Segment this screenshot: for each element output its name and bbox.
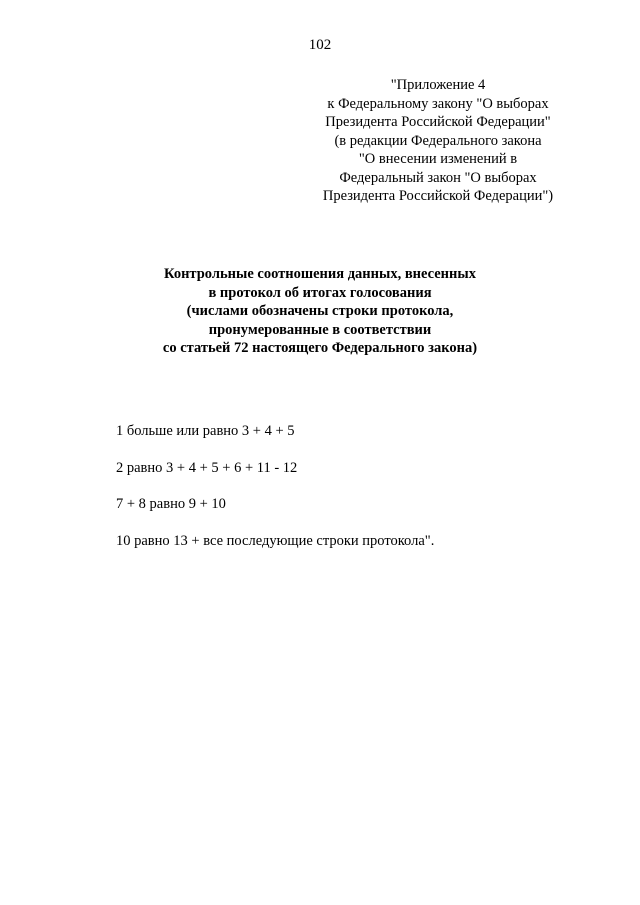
- document-title: [100, 265, 540, 358]
- appendix-header-line: "О внесении изменений в: [358, 151, 518, 167]
- control-relation: 1 больше или равно 3 + 4 + 5: [116, 423, 295, 439]
- control-relation: 7 + 8 равно 9 + 10: [116, 496, 226, 512]
- appendix-header-line: Федеральный закон "О выборах: [339, 169, 537, 186]
- document-title-line: Контрольные соотношения данных, внесенных: [164, 266, 476, 282]
- appendix-header-line: "Приложение 4: [390, 77, 486, 93]
- document-title-line: со статьей 72 настоящего Федерального закона): [162, 340, 478, 356]
- appendix-header-line: (в редакции Федерального закона: [334, 132, 542, 149]
- page-number: 102: [308, 37, 332, 53]
- control-relation: 10 равно 13 + все последующие строки протокола".: [116, 532, 435, 549]
- control-relations-list: [116, 422, 596, 568]
- appendix-header-line: Президента Российской Федерации": [325, 114, 551, 130]
- control-relation: 2 равно 3 + 4 + 5 + 6 + 11 - 12: [116, 459, 298, 476]
- document-title-line: (числами обозначены строки протокола,: [186, 303, 454, 319]
- document-title-line: в протокол об итогах голосования: [208, 284, 432, 301]
- appendix-header-line: к Федеральному закону "О выборах: [327, 95, 549, 112]
- appendix-header: [300, 76, 576, 206]
- document-title-line: пронумерованные в соответствии: [208, 321, 432, 338]
- appendix-header-line: Президента Российской Федерации"): [322, 188, 554, 204]
